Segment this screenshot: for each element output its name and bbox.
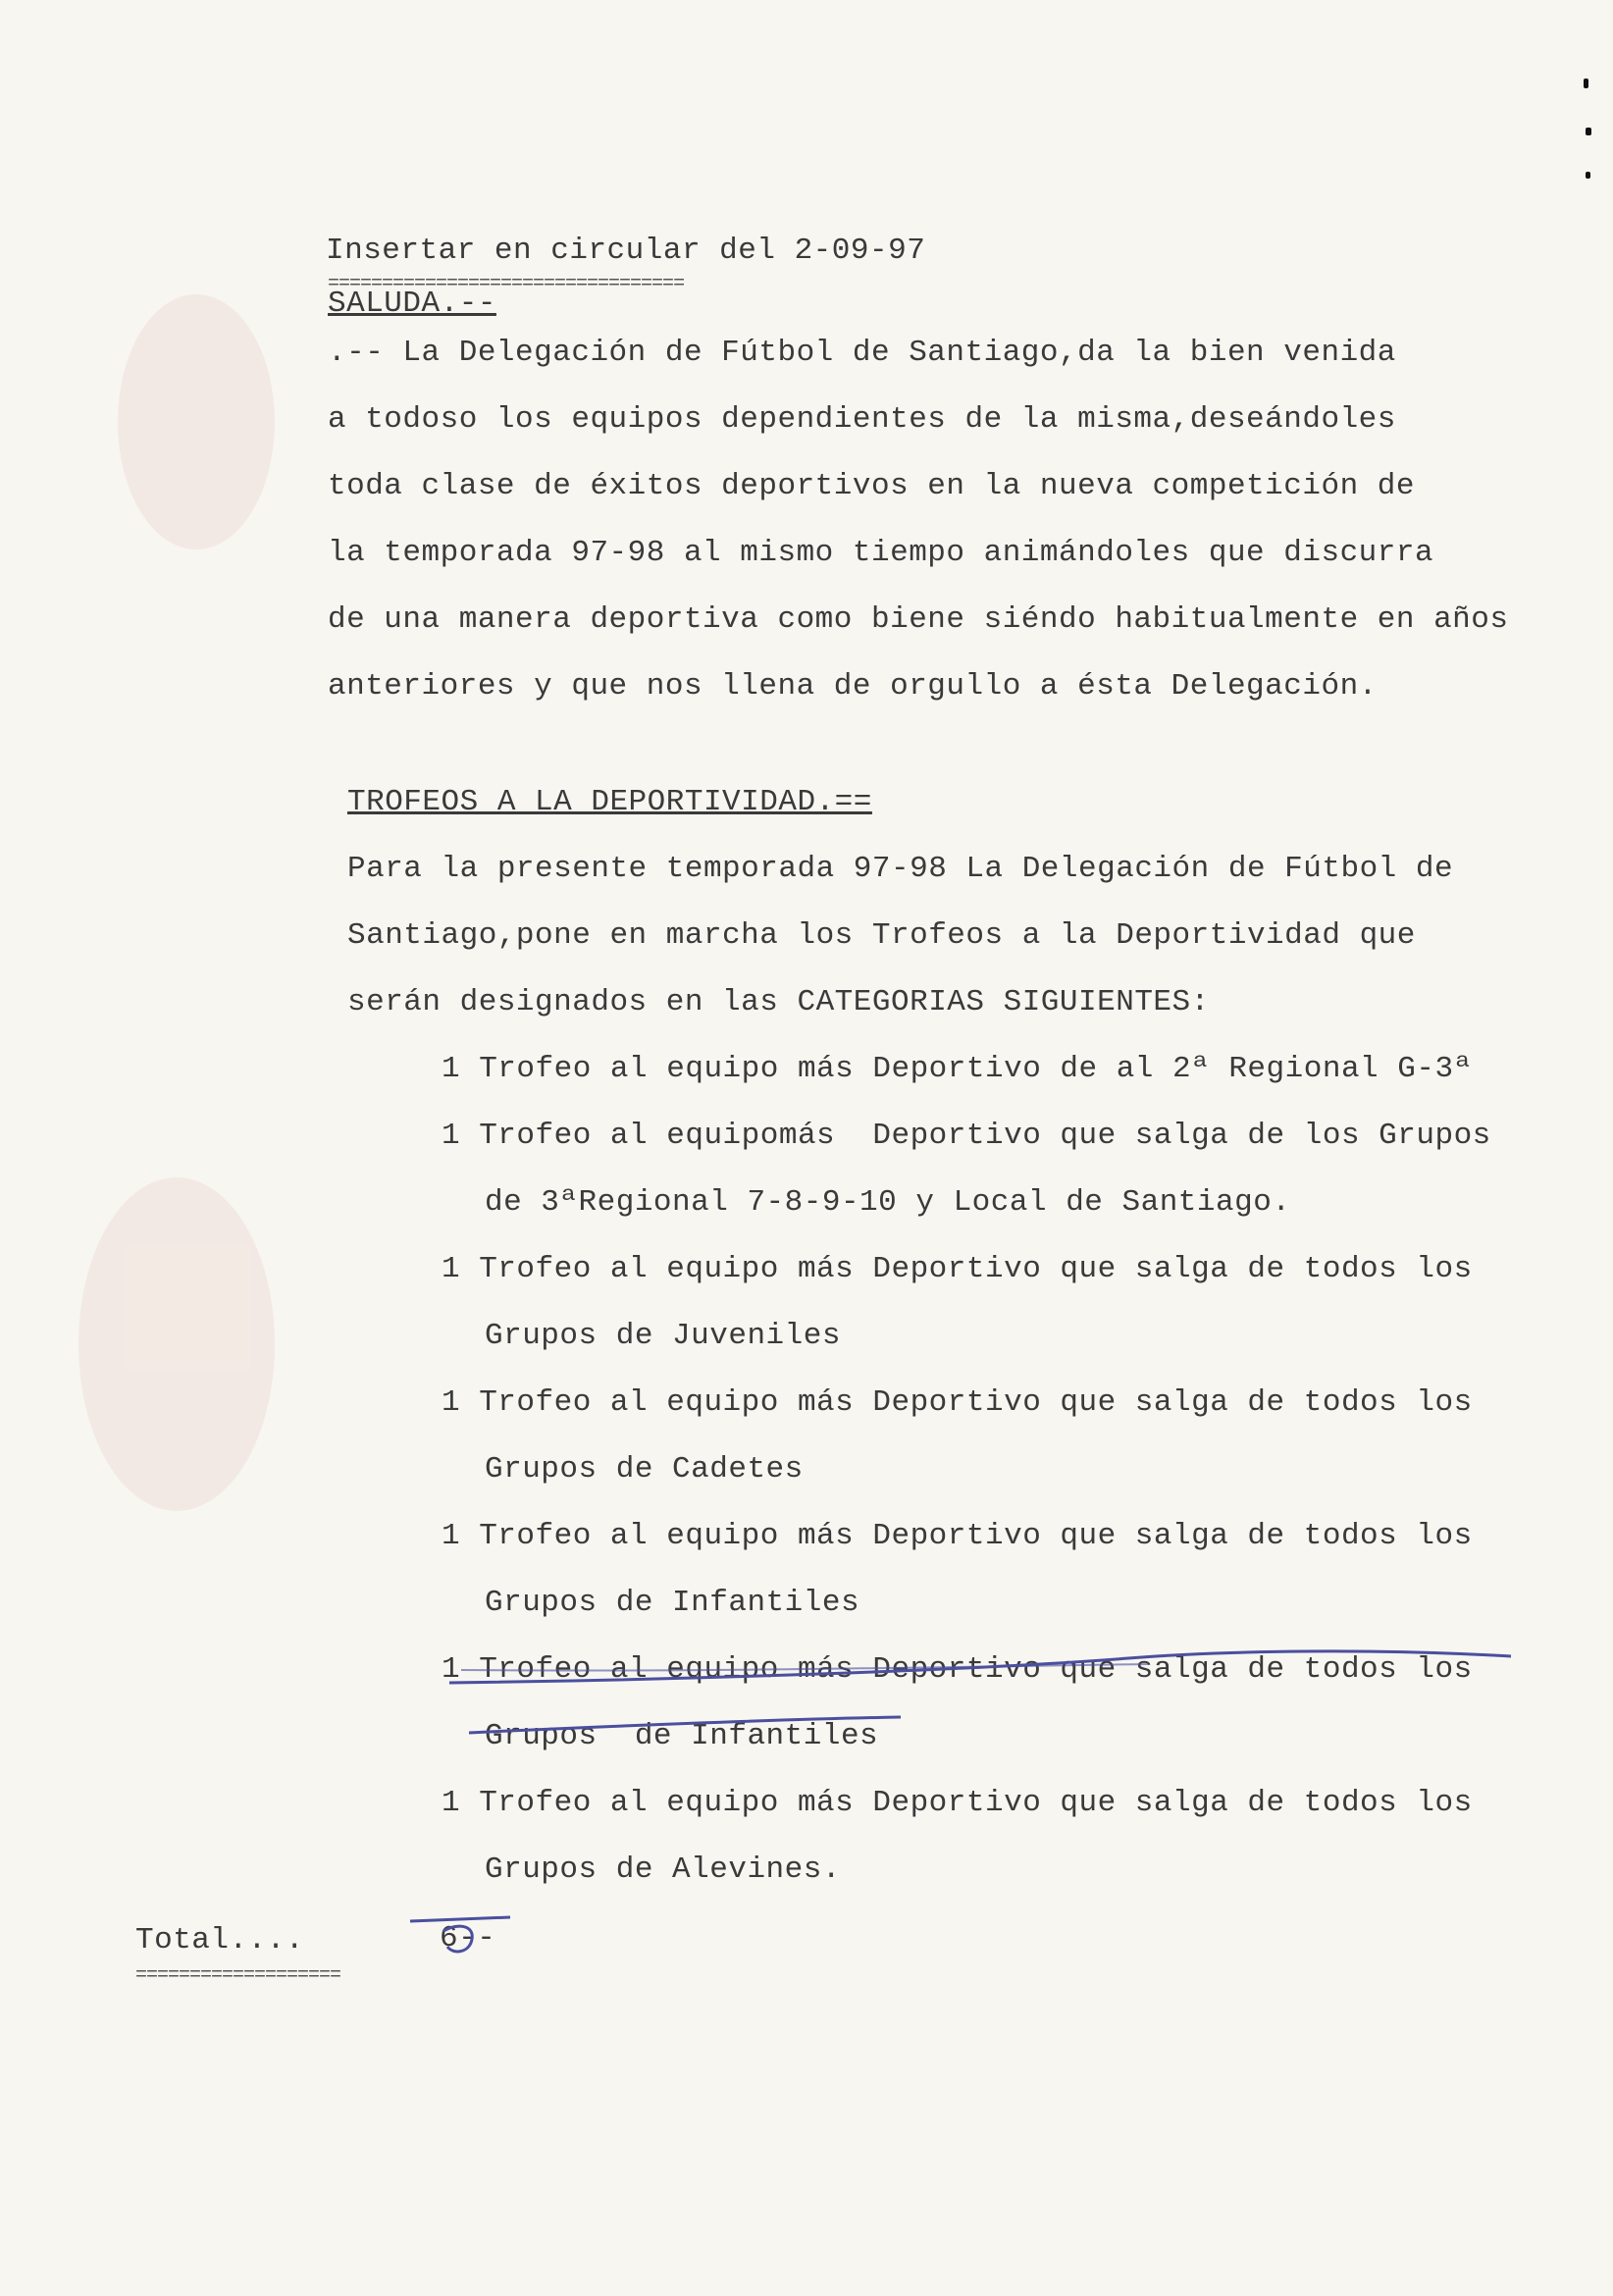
saluda-heading: SALUDA.-- — [328, 287, 496, 321]
trophy-item-continuation: Grupos de Cadetes — [485, 1452, 804, 1487]
trophy-item: 1 Trofeo al equipo más Deportivo de al 2ª Regional G-3ª — [442, 1052, 1473, 1086]
total-rule: =================== — [135, 1964, 341, 1987]
trophy-item-continuation: Grupos de Infantiles — [485, 1586, 860, 1620]
total-handwritten-stroke — [443, 1926, 472, 1952]
trophy-item-continuation: de 3ªRegional 7-8-9-10 y Local de Santiago. — [485, 1185, 1291, 1220]
insert-rule: ================================= — [328, 273, 685, 295]
trophy-item: 1 Trofeo al equipomás Deportivo que salga de los Grupos — [442, 1119, 1491, 1153]
saluda-line: de una manera deportiva como biene siéndo habitualmente en años — [328, 602, 1509, 637]
trophy-item-struck-continuation: Grupos de Infantiles — [485, 1719, 879, 1753]
trophy-item-struck: 1 Trofeo al equipo más Deportivo que salga de todos los — [442, 1652, 1473, 1687]
trofeos-intro-line: Para la presente temporada 97-98 La Delegación de Fútbol de — [347, 852, 1454, 886]
trofeos-intro-line: serán designados en las CATEGORIAS SIGUIENTES: — [347, 985, 1210, 1019]
saluda-line: la temporada 97-98 al mismo tiempo animándoles que discurra — [328, 536, 1434, 570]
trofeos-heading: TROFEOS A LA DEPORTIVIDAD.== — [347, 785, 872, 819]
total-label: Total.... — [135, 1923, 304, 1957]
trophy-item: 1 Trofeo al equipo más Deportivo que salga de todos los — [442, 1385, 1473, 1420]
trophy-item: 1 Trofeo al equipo más Deportivo que salga de todos los — [442, 1519, 1473, 1553]
total-value: 6-- — [440, 1921, 496, 1956]
trophy-item: 1 Trofeo al equipo más Deportivo que salga de todos los — [442, 1252, 1473, 1286]
insert-line: Insertar en circular del 2-09-97 — [326, 234, 926, 268]
total-handwritten-stroke — [410, 1917, 510, 1921]
trofeos-intro-line: Santiago,pone en marcha los Trofeos a la Deportividad que — [347, 918, 1416, 953]
saluda-line: .-- La Delegación de Fútbol de Santiago,da la bien venida — [328, 336, 1396, 370]
saluda-line: a todoso los equipos dependientes de la misma,deseándoles — [328, 402, 1396, 437]
saluda-line: anteriores y que nos llena de orgullo a ésta Delegación. — [328, 669, 1378, 704]
trophy-item: 1 Trofeo al equipo más Deportivo que salga de todos los — [442, 1786, 1473, 1820]
trophy-item-continuation: Grupos de Juveniles — [485, 1319, 841, 1353]
trophy-item-continuation: Grupos de Alevines. — [485, 1852, 841, 1887]
saluda-line: toda clase de éxitos deportivos en la nueva competición de — [328, 469, 1415, 503]
